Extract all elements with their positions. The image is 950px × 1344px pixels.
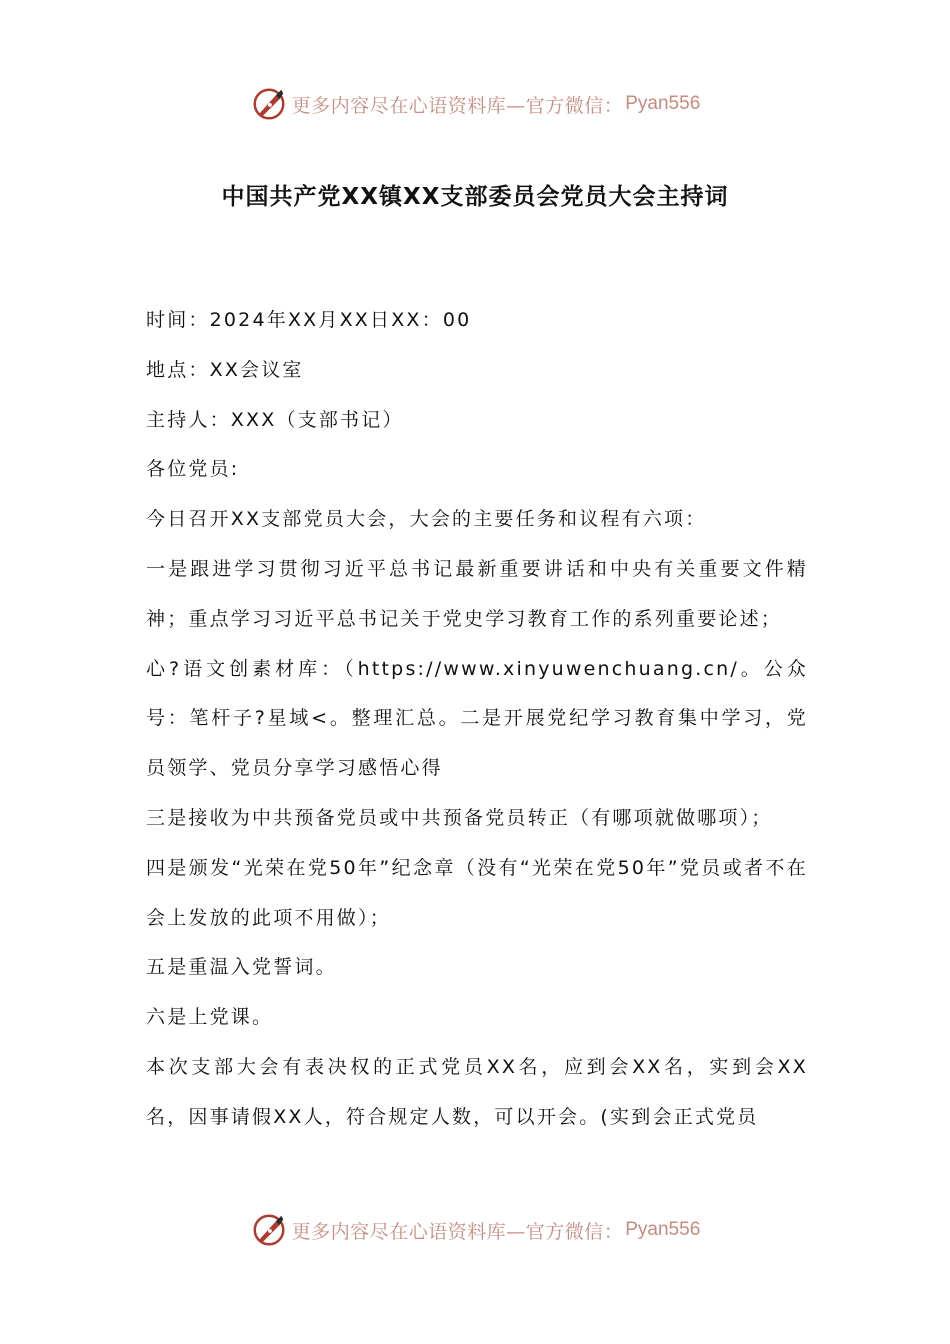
paragraph-location: 地点：XX会议室 (146, 358, 304, 381)
watermark-wechat-id: Pyan556 (625, 93, 701, 114)
watermark-text: 更多内容尽在心语资料库—官方微信： (291, 94, 624, 117)
document-title: 中国共产党XX镇XX支部委员会党员大会主持词 (221, 184, 729, 210)
paragraph-time: 时间：2024年XX月XX日XX：00 (146, 309, 472, 331)
paragraph-agenda-item-4: 四是颁发“光荣在党50年”纪念章（没有“光荣在党50年”党员或者不在会上发放的此项不用做）； (146, 856, 808, 929)
header-watermark (0, 82, 950, 126)
paragraph-agenda-item-2: 心?语文创素材库：（https://www.xinyuwenchuang.cn/。公众号：笔杆子?星域<。整理汇总。二是开展党纪学习教育集中学习，党员领学、党员分享学习感悟心得 (146, 657, 808, 780)
document-body (146, 296, 808, 1143)
paragraph-agenda-item-1: 一是跟进学习贯彻习近平总书记最新重要讲话和中央有关重要文件精神；重点学习习近平总书记关于党史学习教育工作的系列重要论述； (146, 557, 808, 630)
pen-nib-logo-icon (250, 85, 288, 123)
paragraph-attendance: 本次支部大会有表决权的正式党员XX名，应到会XX名，实到会XX名，因事请假XX人，符合规定人数，可以开会。(实到会正式党员 (146, 1055, 808, 1128)
paragraph-agenda-item-3: 三是接收为中共预备党员或中共预备党员转正（有哪项就做哪项）； (146, 806, 773, 829)
footer-watermark (0, 1208, 950, 1252)
paragraph-host: 主持人：XXX（支部书记） (146, 408, 404, 431)
paragraph-agenda-intro: 今日召开XX支部党员大会，大会的主要任务和议程有六项： (146, 508, 707, 531)
watermark-wechat-id: Pyan556 (625, 1219, 701, 1240)
watermark-text: 更多内容尽在心语资料库—官方微信： (291, 1220, 624, 1243)
paragraph-agenda-item-6: 六是上党课。 (146, 1006, 274, 1029)
paragraph-greeting: 各位党员: (146, 458, 240, 481)
paragraph-agenda-item-5: 五是重温入党誓词。 (146, 956, 337, 979)
pen-nib-logo-icon (250, 1211, 288, 1249)
